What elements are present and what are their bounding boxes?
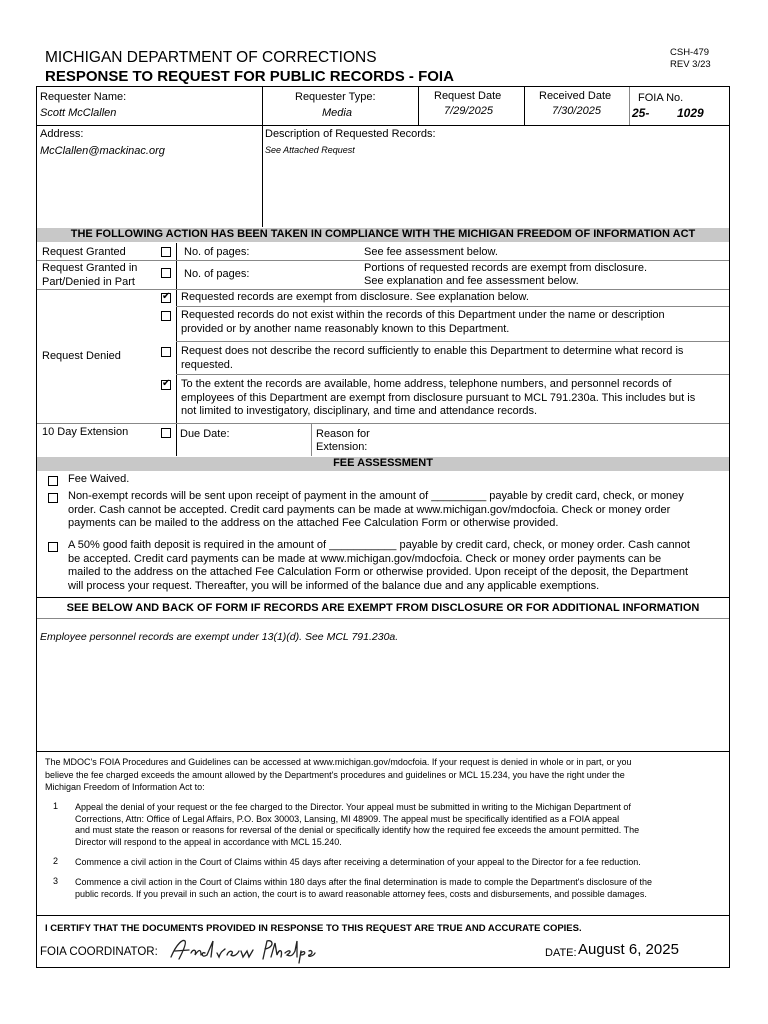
rights-intro-line: believe the fee charged exceeds the amount allowed by the Department's procedures and guidelines or MCL 15.234, you have the right under the bbox=[45, 769, 625, 780]
partial-granted-checkbox[interactable] bbox=[161, 268, 171, 278]
granted-note: See fee assessment below. bbox=[364, 246, 498, 258]
request-granted-label: Request Granted bbox=[42, 246, 126, 258]
action-banner: THE FOLLOWING ACTION HAS BEEN TAKEN IN COMPLIANCE WITH THE MICHIGAN FREEDOM OF INFORMATION ACT bbox=[37, 228, 729, 242]
form-id bbox=[670, 47, 711, 71]
rights-item-number: 2 bbox=[53, 856, 59, 866]
agency-name: MICHIGAN DEPARTMENT OF CORRECTIONS bbox=[45, 49, 377, 66]
extension-checkbox[interactable] bbox=[161, 428, 171, 438]
rights-intro-line: Michigan Freedom of Information Act to: bbox=[45, 782, 205, 792]
form-number: CSH-479 bbox=[670, 47, 710, 58]
date-label: DATE: bbox=[545, 947, 577, 959]
description-label: Description of Requested Records: bbox=[265, 128, 436, 140]
coordinator-label: FOIA COORDINATOR: bbox=[40, 946, 158, 958]
fee-banner: FEE ASSESSMENT bbox=[37, 457, 729, 471]
requester-name-label: Requester Name: bbox=[40, 91, 127, 103]
requester-type-value: Media bbox=[322, 107, 352, 119]
request-date-value: 7/29/2025 bbox=[444, 105, 493, 117]
address-value: McClallen@mackinac.org bbox=[40, 145, 165, 157]
request-granted-checkbox[interactable] bbox=[161, 247, 171, 257]
denied-option-text: provided or by another name reasonably known to this Department. bbox=[181, 322, 510, 335]
received-date-label: Received Date bbox=[539, 90, 612, 102]
explanation-heading: SEE BELOW AND BACK OF FORM IF RECORDS ARE EXEMPT FROM DISCLOSURE OR FOR ADDITIONAL INFORMATION bbox=[66, 602, 700, 614]
rights-item-text: and must state the reason or reasons for reversal of the denial or specifically identify how the required fee exceeds the amount permitted. The bbox=[75, 825, 640, 835]
denied-option-checkbox[interactable] bbox=[161, 380, 171, 390]
granted-pages-label: No. of pages: bbox=[184, 246, 250, 258]
rights-item-text: Commence a civil action in the Court of Claims within 45 days after receiving a determination of your appeal to the Director for a fee reduction. bbox=[75, 857, 641, 867]
fee-option-text: will process your request. Thereafter, you will be informed of the balance due and any applicable exemptions. bbox=[68, 579, 600, 592]
rights-item-text: Commence a civil action in the Court of Claims within 180 days after the final determination is made to comple the Department's disclosure of the bbox=[75, 877, 652, 887]
reason-label-1: Reason for bbox=[316, 428, 370, 440]
denied-option-text: requested. bbox=[181, 358, 233, 371]
rights-item-number: 1 bbox=[53, 801, 59, 811]
coordinator-signature-image bbox=[167, 935, 317, 970]
fee-option-checkbox[interactable] bbox=[48, 542, 58, 552]
denied-option-text: employees of this Department are exempt from disclosure pursuant to MCL 791.230a. This includes but is bbox=[181, 391, 696, 404]
due-date-label: Due Date: bbox=[180, 428, 230, 440]
foia-prefix: 25- bbox=[632, 106, 650, 120]
rights-item-text: Director will respond to the appeal in accordance with MCL 15.240. bbox=[75, 836, 342, 847]
denied-option-text: Request does not describe the record sufficiently to enable this Department to determine what record is bbox=[181, 345, 684, 357]
partial-note-2: See explanation and fee assessment below. bbox=[364, 275, 579, 287]
received-date-value: 7/30/2025 bbox=[552, 105, 601, 117]
fee-option-text: be accepted. Credit card payments can be made at www.michigan.gov/mdocfoia. Check or money order payments can be bbox=[68, 552, 662, 565]
fee-option-text: order. Cash cannot be accepted. Credit card payments can be made at www.michigan.gov/mdocfoia. Check or money order bbox=[68, 503, 671, 516]
fee-option-checkbox[interactable] bbox=[48, 493, 58, 503]
partial-label-2: Part/Denied in Part bbox=[42, 276, 135, 288]
description-value: See Attached Request bbox=[265, 145, 355, 155]
denied-option-checkbox[interactable] bbox=[161, 293, 171, 303]
rights-item-text: public records. If you prevail in such an action, the court is to award reasonable attorney fees, costs and disbursements, and possible damages. bbox=[75, 888, 647, 899]
fee-option-text: Fee Waived. bbox=[68, 473, 130, 485]
explanation-text: Employee personnel records are exempt under 13(1)(d). See MCL 791.230a. bbox=[40, 631, 399, 643]
fee-option-checkbox[interactable] bbox=[48, 476, 58, 486]
rights-item-text: Corrections, Attn: Office of Legal Affairs, P.O. Box 30003, Lansing, MI 48909. The appeal must be specifically identified as a FOIA appeal bbox=[75, 813, 620, 824]
fee-option-text: payments can be mailed to the address on the attached Fee Calculation Form or otherwise provided. bbox=[68, 517, 559, 529]
foia-number: 1029 bbox=[677, 106, 704, 120]
denied-option-checkbox[interactable] bbox=[161, 311, 171, 321]
rights-item-number: 3 bbox=[53, 876, 59, 886]
address-label: Address: bbox=[40, 128, 84, 140]
foia-no-label: FOIA No. bbox=[638, 92, 684, 104]
partial-label-1: Request Granted in bbox=[42, 262, 138, 274]
form-revision: REV 3/23 bbox=[670, 59, 711, 70]
denied-option-checkbox[interactable] bbox=[161, 347, 171, 357]
certification-date: August 6, 2025 bbox=[578, 941, 679, 958]
requester-type-label: Requester Type: bbox=[295, 91, 376, 103]
request-date-label: Request Date bbox=[434, 90, 502, 102]
certification-statement: I CERTIFY THAT THE DOCUMENTS PROVIDED IN RESPONSE TO THIS REQUEST ARE TRUE AND ACCURATE COPIES. bbox=[45, 923, 582, 934]
denied-option-text: not limited to investigatory, disciplinary, and time and attendance records. bbox=[181, 405, 538, 417]
fee-option-text: mailed to the address on the attached Fee Calculation Form or otherwise provided. Upon receipt of the deposit, the Department bbox=[68, 566, 689, 578]
requester-name-value: Scott McClallen bbox=[40, 107, 117, 119]
extension-label: 10 Day Extension bbox=[42, 426, 129, 438]
rights-intro-line: The MDOC's FOIA Procedures and Guidelines can be accessed at www.michigan.gov/mdocfoia. If your request is denied in whole or in part, or you bbox=[45, 757, 632, 767]
denied-option-text: To the extent the records are available, home address, telephone numbers, and personnel records of bbox=[181, 378, 672, 390]
rights-item-text: Appeal the denial of your request or the fee charged to the Director. Your appeal must be submitted in writing to the Michigan Department of bbox=[75, 802, 631, 812]
request-denied-label: Request Denied bbox=[42, 350, 121, 362]
denied-option-text: Requested records are exempt from disclosure. See explanation below. bbox=[181, 291, 529, 303]
reason-label-2: Extension: bbox=[316, 441, 368, 453]
denied-option-text: Requested records do not exist within the records of this Department under the name or description bbox=[181, 309, 665, 321]
fee-option-text: A 50% good faith deposit is required in the amount of ___________ payable by credit card, check, or money order. Cash cannot bbox=[68, 539, 690, 551]
partial-pages-label: No. of pages: bbox=[184, 268, 250, 280]
fee-option-text: Non-exempt records will be sent upon receipt of payment in the amount of _________ payable by credit card, check, or money bbox=[68, 490, 684, 502]
partial-note-1: Portions of requested records are exempt from disclosure. bbox=[364, 262, 648, 274]
form-title: RESPONSE TO REQUEST FOR PUBLIC RECORDS - FOIA bbox=[45, 68, 454, 85]
